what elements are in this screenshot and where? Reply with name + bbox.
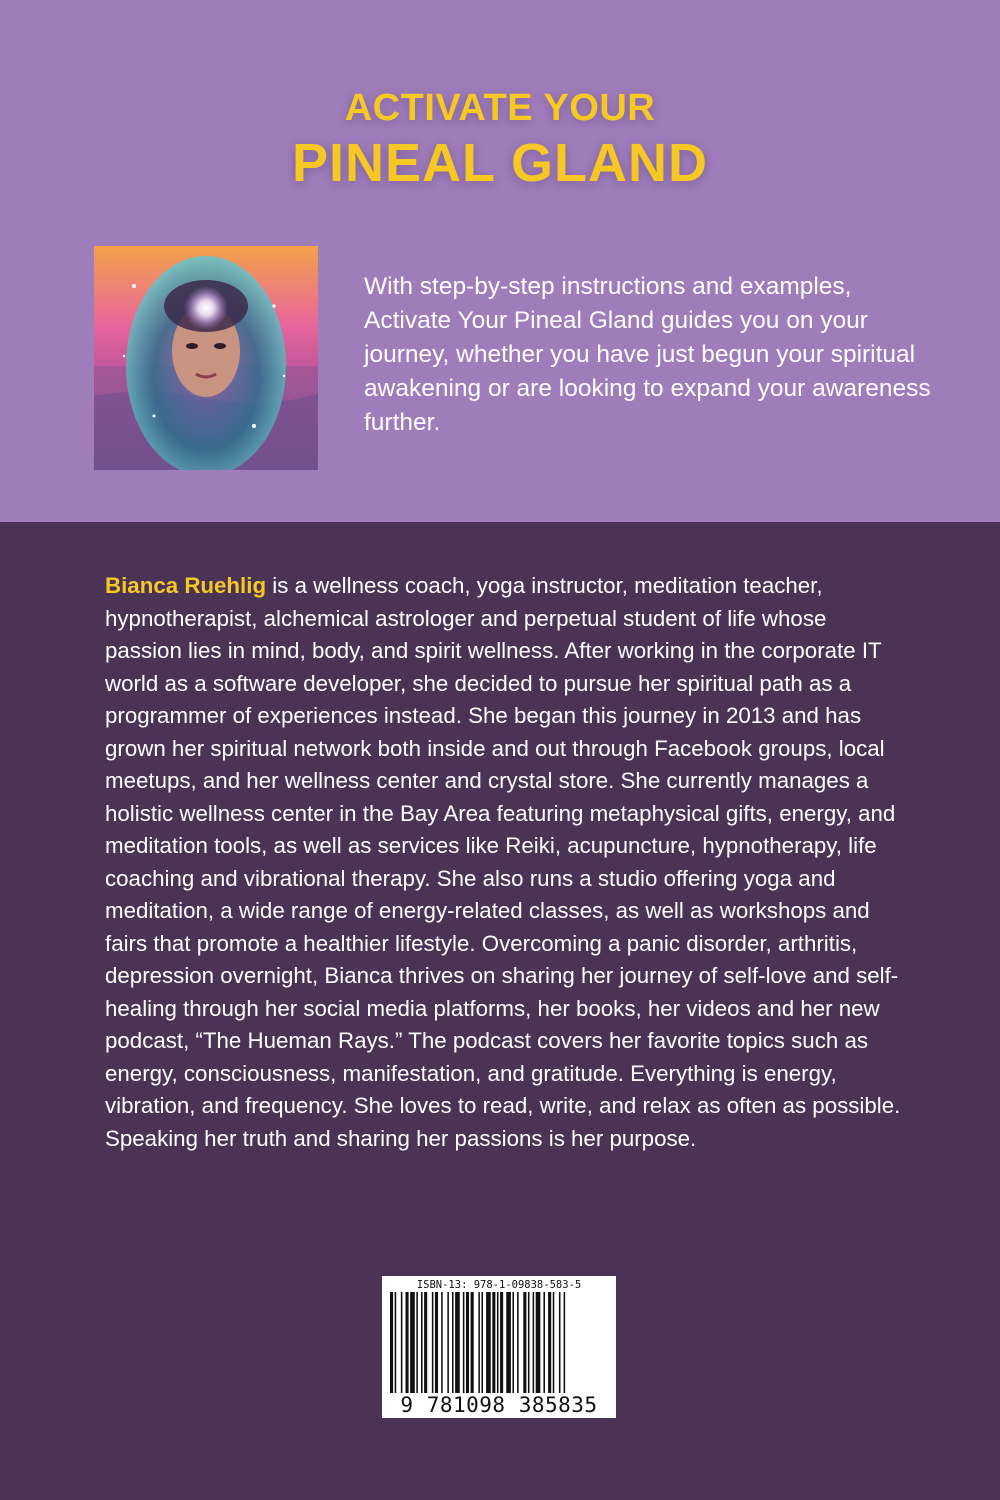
barcode-bar xyxy=(548,1292,551,1402)
barcode-bar xyxy=(517,1292,519,1402)
barcode-bar xyxy=(424,1292,427,1402)
barcode-bar xyxy=(441,1292,443,1402)
barcode-digits: 9 781098 385835 xyxy=(382,1393,616,1417)
barcode-bar xyxy=(528,1292,530,1402)
barcode-bar xyxy=(486,1292,491,1402)
book-title xyxy=(0,86,1000,196)
barcode-bars xyxy=(382,1292,616,1402)
barcode-bar xyxy=(447,1292,449,1402)
barcode-bar xyxy=(481,1292,483,1402)
barcode-bar xyxy=(455,1292,460,1402)
barcode-bar xyxy=(435,1292,438,1402)
author-name: Bianca Ruehlig xyxy=(105,573,267,598)
barcode-bar xyxy=(543,1292,545,1402)
barcode-bar xyxy=(512,1292,514,1402)
barcode-bar xyxy=(471,1292,474,1402)
book-blurb: With step-by-step instructions and examples, Activate Your Pineal Gland guides you on your journey, whether you have just begun your spiritual awakening or are looking to expand your awareness further. xyxy=(364,273,931,436)
author-portrait xyxy=(94,246,318,470)
barcode-bar xyxy=(536,1292,541,1402)
barcode-bar xyxy=(500,1292,503,1402)
barcode-bar xyxy=(421,1292,423,1402)
barcode-bar xyxy=(559,1292,561,1402)
isbn-label: ISBN-13: 978-1-09838-583-5 xyxy=(416,1279,582,1291)
title-line-2: PINEAL GLAND xyxy=(291,133,709,193)
barcode-bar xyxy=(410,1292,415,1402)
barcode-bar xyxy=(416,1292,418,1402)
barcode-bar xyxy=(466,1292,469,1402)
isbn-barcode xyxy=(382,1276,616,1418)
barcode-bar xyxy=(401,1292,403,1402)
barcode-bar xyxy=(463,1292,465,1402)
barcode-bar xyxy=(432,1292,434,1402)
barcode-bar xyxy=(533,1292,535,1402)
barcode-bar xyxy=(478,1292,480,1402)
barcode-bar xyxy=(492,1292,495,1402)
title-line-1: ACTIVATE YOUR xyxy=(344,87,656,129)
barcode-bar xyxy=(523,1292,526,1402)
barcode-bar xyxy=(395,1292,397,1402)
bio-text: is a wellness coach, yoga instructor, meditation teacher, hypnotherapist, alchemical astrologer and perpetual student of life whose passion lies in mind, body, and spirit wellness. After working in the corporate IT world as a software developer, she decided to pursue her spiritual path as a programmer of experiences instead. She began this journey in 2013 and has grown her spiritual network both inside and out through Facebook groups, local meetups, and her wellness center and crystal store. She currently manages a holistic wellness center in the Bay Area featuring metaphysical gifts, energy, and meditation tools, as well as services like Reiki, acupuncture, hypnotherapy, life coaching and vibrational therapy. She also runs a studio offering yoga and meditation, a wide range of energy-related classes, as well as workshops and fairs that promote a healthier lifestyle. Overcoming a panic disorder, arthritis, depression overnight, Bianca thrives on sharing her journey of self-love and self-healing through her social media platforms, her books, her videos and her new podcast, “The Hueman Rays.” The podcast covers her favorite topics such as energy, consciousness, manifestation, and gratitude. Everything is energy, vibration, and frequency. She loves to read, write, and relax as often as possible. Speaking her truth and sharing her passions is her purpose. xyxy=(105,573,901,1151)
author-bio xyxy=(105,570,905,1155)
barcode-bar xyxy=(553,1292,555,1402)
barcode-bar xyxy=(564,1292,566,1402)
barcode-bar xyxy=(390,1292,393,1402)
barcode-bar xyxy=(506,1292,511,1402)
barcode-bar xyxy=(406,1292,409,1402)
barcode-bar xyxy=(452,1292,454,1402)
barcode-bar xyxy=(497,1292,499,1402)
